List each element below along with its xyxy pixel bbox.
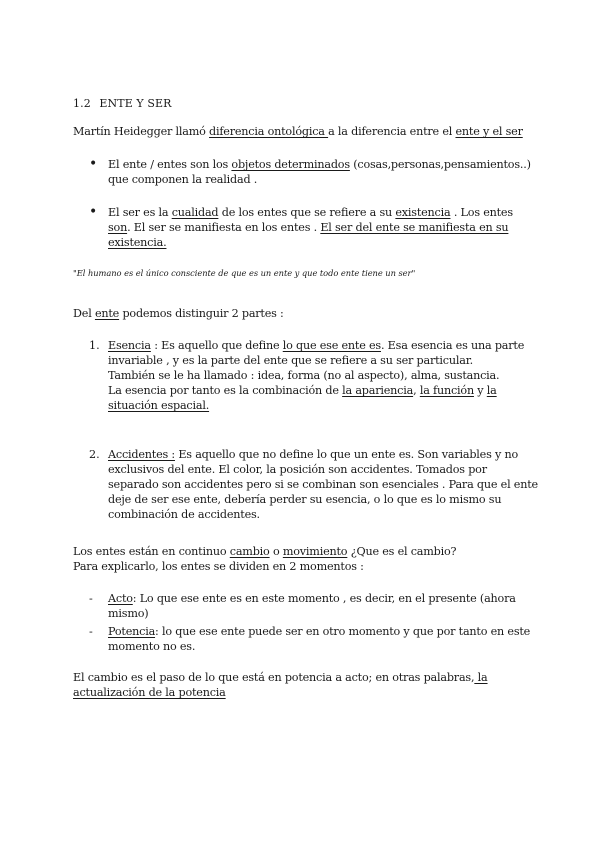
cambio-text-mid: o	[269, 545, 283, 558]
term-la-funcion: la función	[419, 384, 474, 397]
partes-text-post: podemos distinguir 2 partes :	[119, 307, 284, 320]
term-esencia: Esencia	[108, 339, 151, 352]
term-son: son	[108, 221, 128, 234]
list-item-potencia	[108, 624, 538, 654]
term-acto: Acto	[108, 592, 133, 605]
term-cualidad: cualidad	[171, 206, 219, 219]
accidentes-text: Es aquello que no define lo que un ente es. Son variables y no exclusivos del ente. El color, la posición son accidentes. Tomados por separado son accidentes pero si se combinan son esenciales . Para que el ente deje de ser ese ente, debería perder su esencia, o lo que es lo mismo su combinación de accidentes.	[108, 448, 538, 521]
quote: "El humano es el único consciente de que es un ente y que todo ente tiene un ser"	[73, 268, 416, 278]
bullet-item-ser	[108, 205, 538, 250]
section-title: ENTE Y SER	[99, 97, 172, 110]
partes-text: Del	[73, 307, 95, 320]
cambio-question: ¿Que es el cambio?	[347, 545, 457, 558]
term-ser-del-ente: El ser del ente se manifiesta en su existencia.	[108, 221, 509, 249]
intro-text-mid: a la diferencia entre el	[328, 125, 456, 138]
esencia-line4: La esencia por tanto es la combinación de	[108, 384, 343, 397]
acto-text: : Lo que ese ente es en este momento , es decir, en el presente (ahora mismo)	[108, 592, 516, 620]
cambio-line2: Para explicarlo, los entes se dividen en 2 momentos :	[73, 560, 364, 573]
term-existencia: existencia	[395, 206, 451, 219]
term-diferencia-ontologica: diferencia ontológica	[209, 125, 329, 138]
esencia-text-2: . Esa esencia es una parte invariable , y es la parte del ente que se refiere a su ser particular.	[108, 339, 525, 367]
list-number: 2.	[89, 448, 100, 461]
dash-marker: -	[89, 592, 93, 605]
list-number: 1.	[89, 339, 100, 352]
term-cambio: cambio	[229, 545, 270, 558]
bullet-marker: •	[89, 156, 98, 172]
term-ente: ente	[94, 307, 120, 320]
list-item-accidentes	[108, 447, 538, 522]
term-actualizacion-potencia: la actualización de la potencia	[73, 671, 488, 699]
bullet-text: El ente / entes son los	[108, 158, 232, 171]
bullet-text: de los entes que se refiere a su	[218, 206, 396, 219]
cambio-text: Los entes están en continuo	[73, 545, 230, 558]
esencia-line3: También se le ha llamado : idea, forma (no al aspecto), alma, sustancia.	[108, 369, 500, 382]
term-movimiento: movimiento	[282, 545, 348, 558]
term-potencia: Potencia	[108, 625, 156, 638]
bullet-text: El ser es la	[108, 206, 172, 219]
term-accidentes: Accidentes :	[108, 448, 175, 461]
bullet-text-post: (cosas,personas,pensamientos..) que componen la realidad .	[108, 158, 531, 186]
list-item-acto	[108, 591, 538, 621]
section-number: 1.2	[73, 97, 91, 110]
partes-intro	[73, 306, 533, 321]
term-objetos-determinados: objetos determinados	[231, 158, 350, 171]
term-lo-que-ese-ente-es: lo que ese ente es	[282, 339, 381, 352]
bullet-item-ente	[108, 157, 538, 187]
term-situacion-espacial: la situación espacial.	[108, 384, 497, 412]
potencia-text: : lo que ese ente puede ser en otro momento y que por tanto en este momento no es.	[108, 625, 531, 653]
intro-paragraph	[73, 124, 533, 139]
esencia-text: : Es aquello que define	[150, 339, 283, 352]
intro-text: Martín Heidegger llamó	[73, 125, 210, 138]
term-ente-y-ser: ente y el ser	[455, 125, 523, 138]
cambio-paragraph	[73, 544, 533, 574]
separator: ,	[413, 384, 420, 397]
conclusion-text: El cambio es el paso de lo que está en potencia a acto; en otras palabras,	[73, 671, 475, 684]
dash-marker: -	[89, 625, 93, 638]
conclusion-paragraph	[73, 670, 533, 700]
bullet-text: . El ser se manifiesta en los entes .	[127, 221, 321, 234]
conjunction: y	[473, 384, 487, 397]
section-heading	[73, 96, 533, 111]
bullet-marker: •	[89, 204, 98, 220]
bullet-text: . Los entes	[450, 206, 513, 219]
term-la-apariencia: la apariencia	[342, 384, 414, 397]
list-item-esencia	[108, 338, 538, 413]
